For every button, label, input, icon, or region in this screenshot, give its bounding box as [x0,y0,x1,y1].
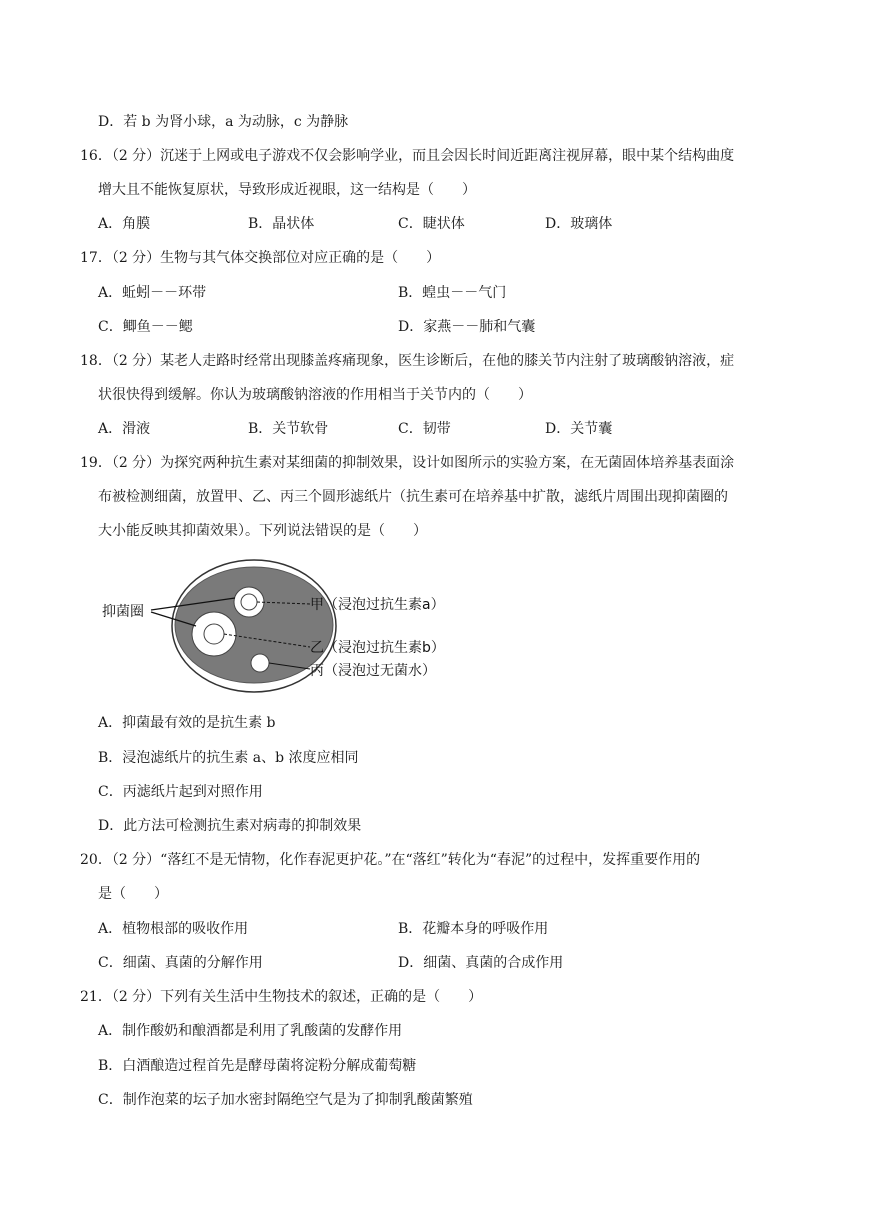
q21-option-a: A．制作酸奶和酿酒都是利用了乳酸菌的发酵作用 [98,1023,403,1039]
q18-option-a: A．滑液 [98,421,151,437]
filter-paper-jia [241,594,257,610]
q20-option-a: A．植物根部的吸收作用 [98,921,249,937]
q18-option-d: D．关节囊 [545,421,613,437]
q20-stem-line2: 是（ ） [98,886,168,902]
q20-stem-line1: 20．（2 分）“落红不是无情物，化作春泥更护花。”在“落红”转化为“春泥”的过程中，发挥重要作用的 [80,852,701,868]
q21-option-b: B．白酒酿造过程首先是酵母菌将淀粉分解成葡萄糖 [98,1058,417,1074]
label-bing: 丙（浸泡过无菌水） [310,663,436,679]
q17-option-a: A．蚯蚓－－环带 [98,285,207,301]
q18-stem-line1: 18．（2 分）某老人走路时经常出现膝盖疼痛现象，医生诊断后，在他的膝关节内注射了玻璃酸钠溶液，症 [80,353,735,369]
q15-option-d: D．若 b 为肾小球，a 为动脉，c 为静脉 [98,114,349,130]
q20-option-b: B．花瓣本身的呼吸作用 [398,921,549,937]
q17-option-c: C．鲫鱼－－鳃 [98,319,193,335]
q19-option-b: B．浸泡滤纸片的抗生素 a、b 浓度应相同 [98,750,359,766]
petri-dish-figure [98,555,468,705]
label-yi: 乙（浸泡过抗生素b） [310,640,445,656]
q19-stem-line3: 大小能反映其抑菌效果）。下列说法错误的是（ ） [98,523,427,539]
q16-stem-line2: 增大且不能恢复原状，导致形成近视眼，这一结构是（ ） [98,182,476,198]
q20-option-c: C．细菌、真菌的分解作用 [98,955,263,971]
q17-option-b: B．蝗虫－－气门 [398,285,507,301]
q19-stem-line1: 19．（2 分）为探究两种抗生素对某细菌的抑制效果，设计如图所示的实验方案，在无菌固体培养基表面涂 [80,455,735,471]
filter-paper-yi [204,624,224,644]
q17-stem: 17．（2 分）生物与其气体交换部位对应正确的是（ ） [80,250,441,266]
q16-stem-line1: 16．（2 分）沉迷于上网或电子游戏不仅会影响学业，而且会因长时间近距离注视屏幕，眼中某个结构曲度 [80,148,735,164]
q16-option-c: C．睫状体 [398,216,465,232]
q18-stem-line2: 状很快得到缓解。你认为玻璃酸钠溶液的作用相当于关节内的（ ） [98,387,532,403]
q19-stem-line2: 布被检测细菌，放置甲、乙、丙三个圆形滤纸片（抗生素可在培养基中扩散，滤纸片周围出现抑菌圈的 [98,489,728,505]
label-jia: 甲（浸泡过抗生素a） [310,597,445,613]
q20-option-d: D．细菌、真菌的合成作用 [398,955,564,971]
filter-paper-bing [251,654,269,672]
q19-option-c: C．丙滤纸片起到对照作用 [98,784,263,800]
q16-option-a: A．角膜 [98,216,151,232]
label-inhibition-zone: 抑菌圈 [102,604,144,620]
q18-option-b: B．关节软骨 [248,421,329,437]
q18-option-c: C．韧带 [398,421,451,437]
q19-option-d: D．此方法可检测抗生素对病毒的抑制效果 [98,818,362,834]
q16-option-b: B．晶状体 [248,216,315,232]
q16-option-d: D．玻璃体 [545,216,613,232]
q21-option-c: C．制作泡菜的坛子加水密封隔绝空气是为了抑制乳酸菌繁殖 [98,1092,473,1108]
q21-stem: 21．（2 分）下列有关生活中生物技术的叙述，正确的是（ ） [80,989,483,1005]
q19-option-a: A．抑菌最有效的是抗生素 b [98,715,276,731]
q17-option-d: D．家燕－－肺和气囊 [398,319,536,335]
